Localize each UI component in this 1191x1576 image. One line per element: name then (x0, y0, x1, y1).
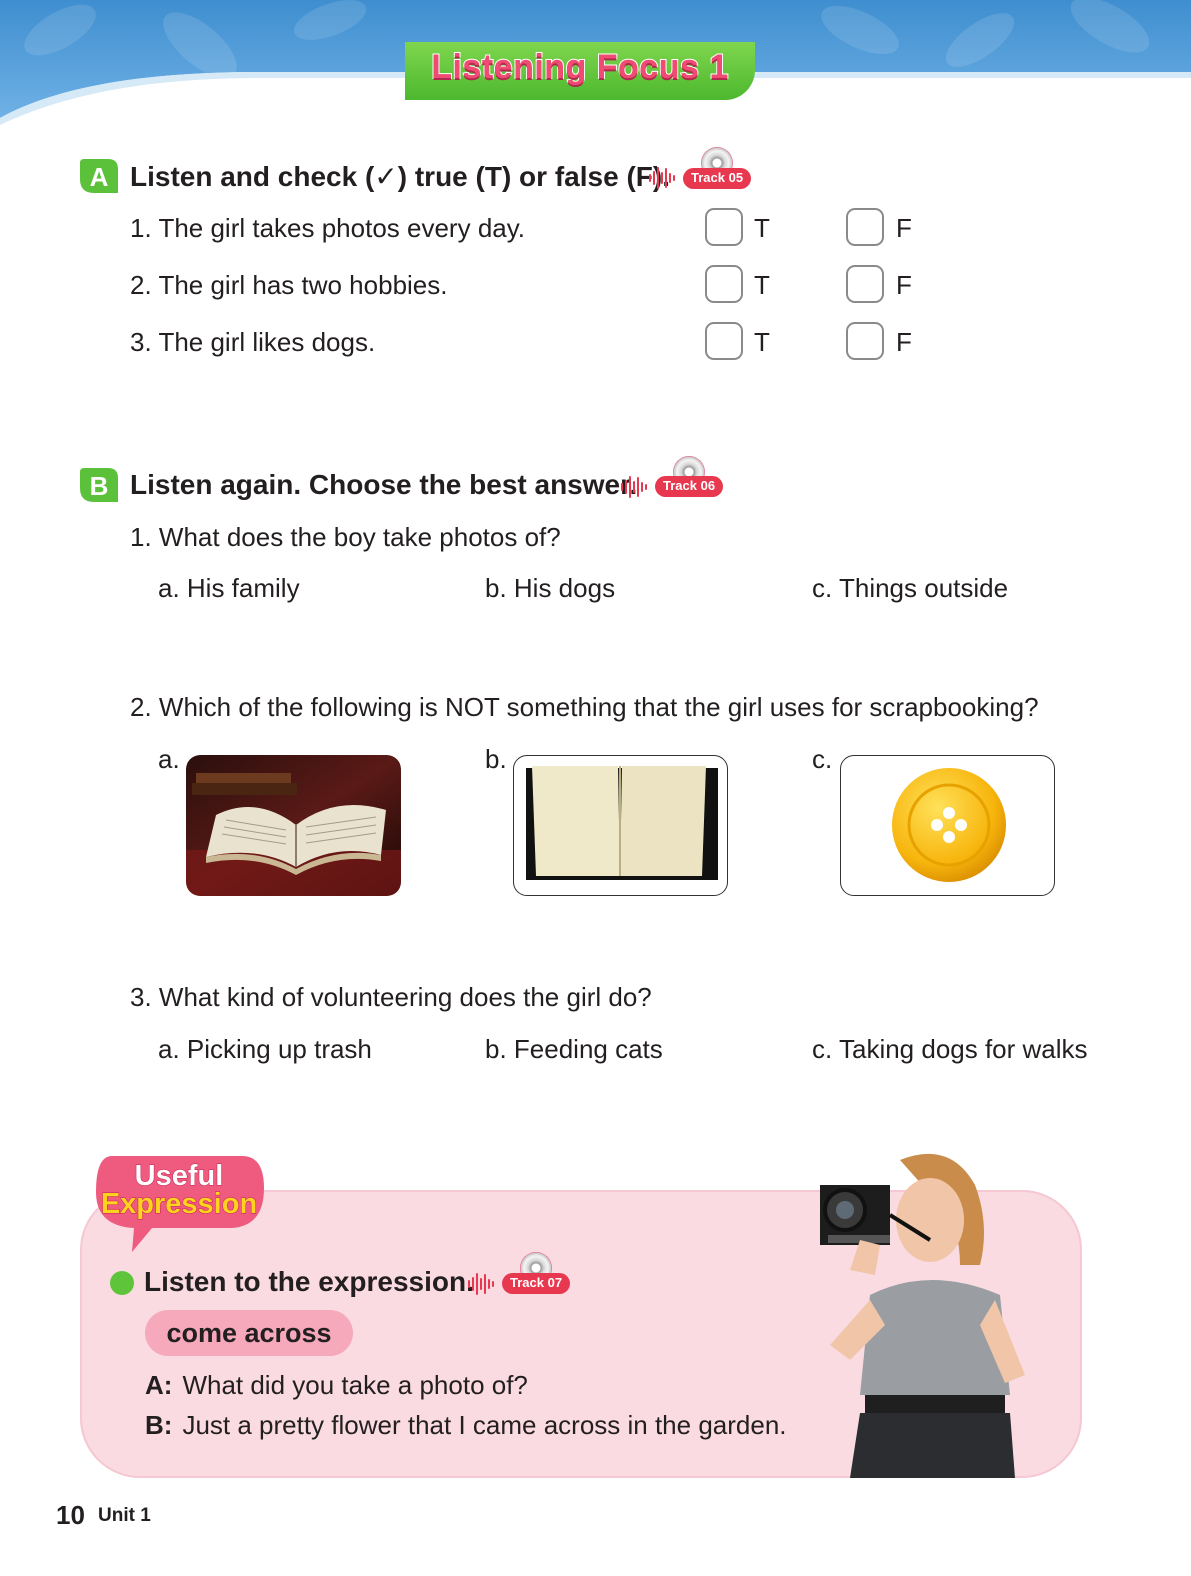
section-a-letter: A (89, 162, 109, 192)
question-2: 2. Which of the following is NOT something that the girl uses for scrapbooking? (130, 692, 1039, 722)
q1-option-a[interactable]: a. His family (158, 573, 300, 603)
phrase-text: come across (166, 1318, 332, 1348)
true-label: T (754, 213, 770, 243)
question-1: 1. What does the boy take photos of? (130, 522, 561, 552)
checkbox-1-true[interactable] (705, 208, 743, 246)
unit-label: Unit 1 (98, 1505, 151, 1526)
section-b-badge (78, 464, 120, 506)
checkbox-2-false[interactable] (846, 265, 884, 303)
page-title: Listening Focus 1 (431, 48, 729, 86)
q3-option-c[interactable]: c. Taking dogs for walks (812, 1034, 1088, 1064)
false-label: F (896, 327, 912, 357)
audio-wave-icon (467, 1271, 497, 1297)
audio-wave-icon (648, 165, 678, 191)
statement-2: 2. The girl has two hobbies. (130, 270, 448, 300)
section-b-letter: B (89, 471, 109, 501)
dialog-line-b (145, 1410, 787, 1441)
checkbox-1-false[interactable] (846, 208, 884, 246)
checkbox-3-true[interactable] (705, 322, 743, 360)
checkbox-2-true[interactable] (705, 265, 743, 303)
track-07-button[interactable]: Track 07 (502, 1273, 570, 1294)
expression-label: Expression (100, 1188, 258, 1220)
speaker-b: B: (145, 1410, 173, 1440)
q2-option-b[interactable]: b. (485, 744, 507, 774)
yellow-button-image (841, 756, 1053, 894)
q1-option-b[interactable]: b. His dogs (485, 573, 616, 603)
false-label: F (896, 213, 912, 243)
dialog-text-b: Just a pretty flower that I came across in the garden. (182, 1410, 787, 1440)
section-a-badge (78, 155, 120, 197)
statement-3: 3. The girl likes dogs. (130, 327, 376, 357)
true-label: T (754, 270, 770, 300)
section-b-instruction: Listen again. Choose the best answer. (130, 469, 638, 500)
blank-notebook-image (514, 756, 726, 894)
old-book-image[interactable] (186, 755, 401, 896)
blank-notebook-frame[interactable] (513, 755, 728, 896)
false-label: F (896, 270, 912, 300)
track-05-button[interactable]: Track 05 (683, 168, 751, 189)
dialog-line-a (145, 1370, 528, 1401)
dialog-text-a: What did you take a photo of? (182, 1370, 528, 1400)
true-label: T (754, 327, 770, 357)
q1-option-c[interactable]: c. Things outside (812, 573, 1009, 603)
section-a-instruction: Listen and check (✓) true (T) or false (F). (130, 161, 670, 192)
checkbox-3-false[interactable] (846, 322, 884, 360)
girl-with-camera-image (810, 1145, 1030, 1478)
q3-option-b[interactable]: b. Feeding cats (485, 1034, 663, 1064)
bullet-dot (110, 1271, 134, 1295)
statement-1: 1. The girl takes photos every day. (130, 213, 526, 243)
track-06-button[interactable]: Track 06 (655, 476, 723, 497)
q2-option-a[interactable]: a. (158, 744, 180, 774)
useful-label: Useful (134, 1160, 224, 1192)
question-3: 3. What kind of volunteering does the girl do? (130, 982, 652, 1012)
q3-option-a[interactable]: a. Picking up trash (158, 1034, 372, 1064)
audio-wave-icon (620, 474, 650, 500)
yellow-button-frame[interactable] (840, 755, 1055, 896)
page-number: 10 (56, 1500, 85, 1530)
expression-instruction: Listen to the expression. (144, 1266, 474, 1297)
speaker-a: A: (145, 1370, 173, 1400)
q2-option-c[interactable]: c. (812, 744, 833, 774)
